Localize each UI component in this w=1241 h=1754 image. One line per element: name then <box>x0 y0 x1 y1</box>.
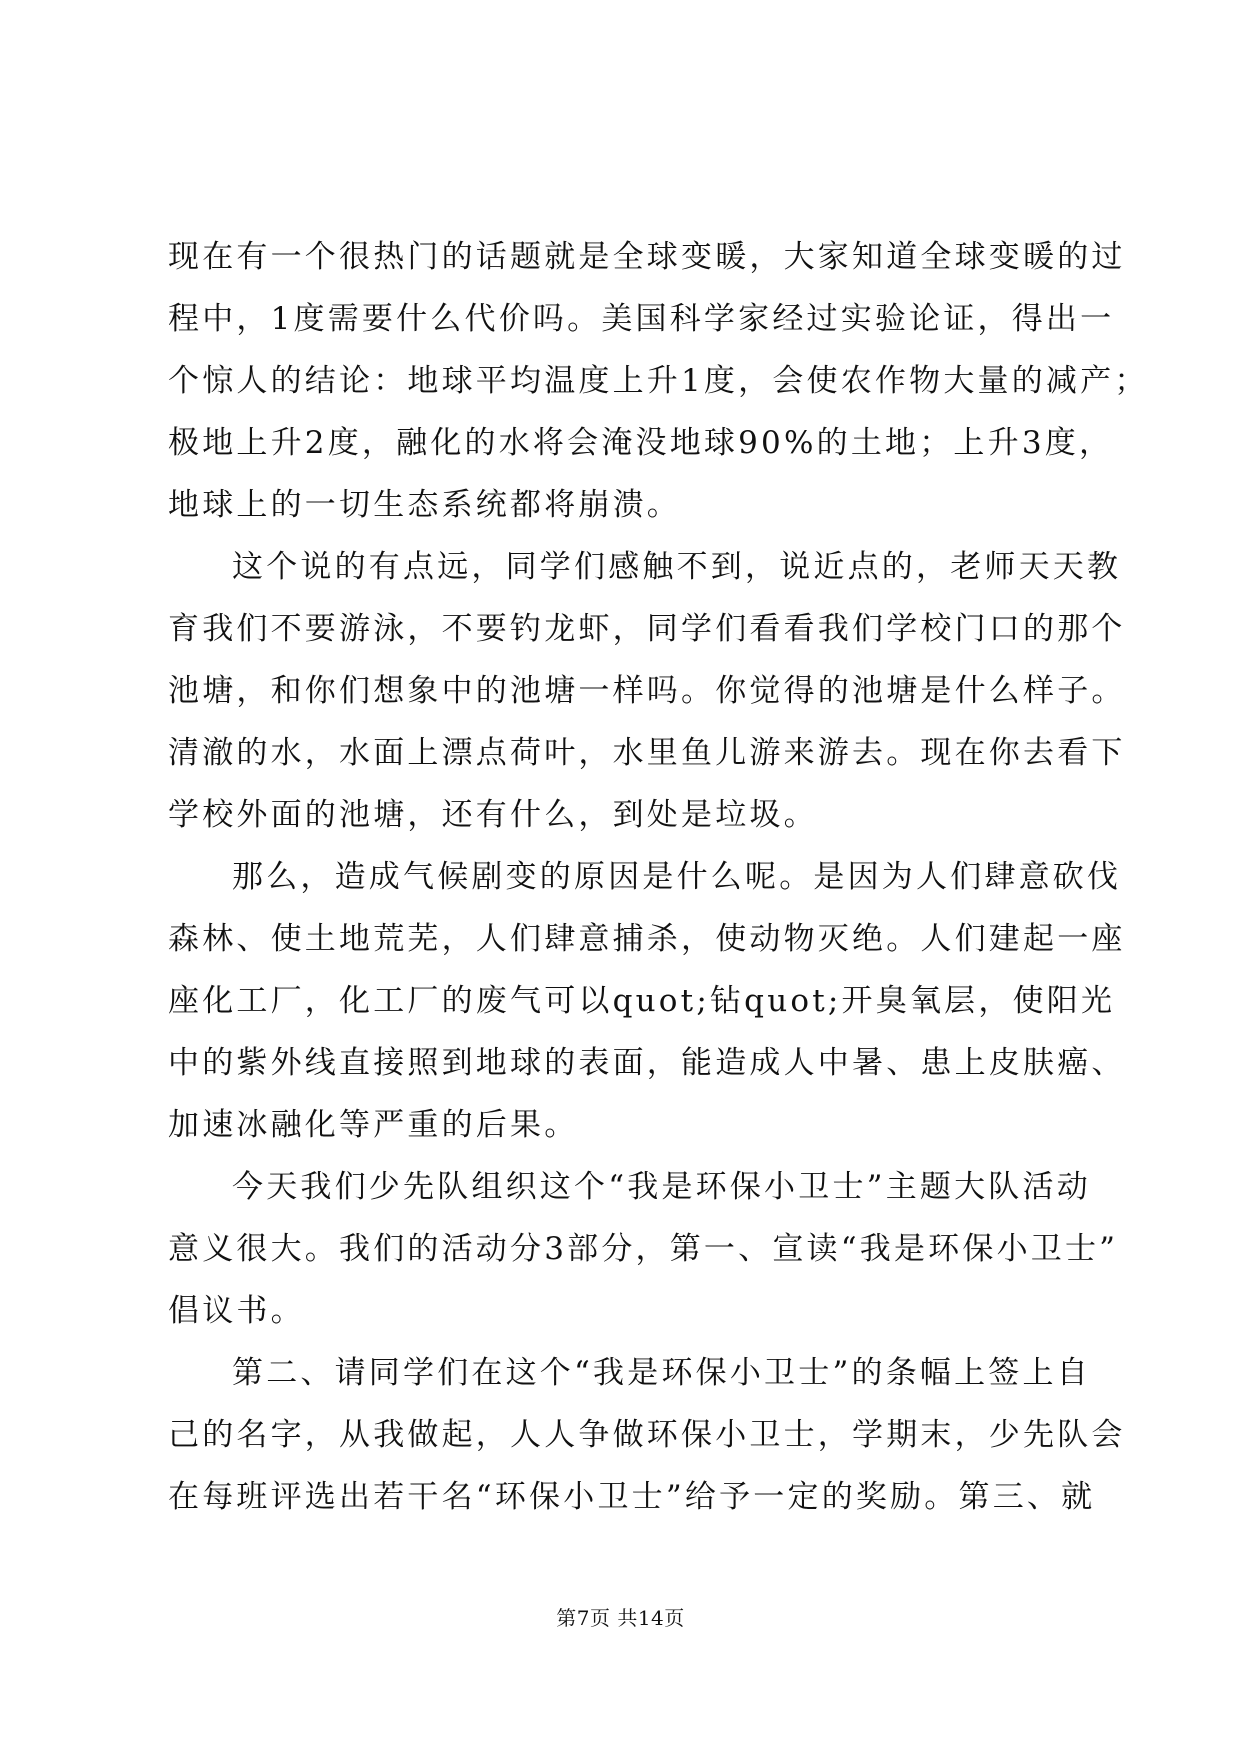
paragraph-5-line-2: 己的名字，从我做起，人人争做环保小卫士，学期末，少先队会 <box>168 1417 1126 1453</box>
paragraph-3-line-4: 中的紫外线直接照到地球的表面，能造成人中暑、患上皮肤癌、 <box>168 1045 1126 1081</box>
paragraph-2-line-3: 池塘，和你们想象中的池塘一样吗。你觉得的池塘是什么样子。 <box>168 673 1126 709</box>
paragraph-3-line-2: 森林、使土地荒芜，人们肆意捕杀，使动物灭绝。人们建起一座 <box>168 921 1126 957</box>
paragraph-3-line-1: 那么，造成气候剧变的原因是什么呢。是因为人们肆意砍伐 <box>232 859 1122 895</box>
paragraph-3-line-3: 座化工厂，化工厂的废气可以quot;钻quot;开臭氧层，使阳光 <box>168 983 1116 1019</box>
paragraph-5-line-3: 在每班评选出若干名“环保小卫士”给予一定的奖励。第三、就 <box>168 1479 1096 1515</box>
paragraph-2-line-2: 育我们不要游泳，不要钓龙虾，同学们看看我们学校门口的那个 <box>168 611 1126 647</box>
paragraph-3-line-5: 加速冰融化等严重的后果。 <box>168 1107 579 1143</box>
paragraph-2-line-5: 学校外面的池塘，还有什么，到处是垃圾。 <box>168 797 818 833</box>
page-number-footer: 第7页 共14页 <box>556 1606 685 1630</box>
paragraph-2-line-4: 清澈的水，水面上漂点荷叶，水里鱼儿游来游去。现在你去看下 <box>168 735 1126 771</box>
paragraph-4-line-1: 今天我们少先队组织这个“我是环保小卫士”主题大队活动 <box>232 1169 1091 1205</box>
paragraph-2-line-1: 这个说的有点远，同学们感触不到，说近点的，老师天天教 <box>232 549 1122 585</box>
paragraph-1-line-2: 程中，1度需要什么代价吗。美国科学家经过实验论证，得出一 <box>168 301 1115 337</box>
paragraph-1-line-4: 极地上升2度，融化的水将会淹没地球90%的土地；上升3度， <box>168 425 1114 461</box>
paragraph-1-line-1: 现在有一个很热门的话题就是全球变暖，大家知道全球变暖的过 <box>168 239 1126 275</box>
paragraph-5-line-1: 第二、请同学们在这个“我是环保小卫士”的条幅上签上自 <box>232 1355 1091 1391</box>
paragraph-1-line-5: 地球上的一切生态系统都将崩溃。 <box>168 487 681 523</box>
paragraph-4-line-3: 倡议书。 <box>168 1293 305 1329</box>
paragraph-4-line-2: 意义很大。我们的活动分3部分，第一、宣读“我是环保小卫士” <box>168 1231 1119 1267</box>
document-body <box>168 226 1149 1528</box>
paragraph-1-line-3: 个惊人的结论：地球平均温度上升1度，会使农作物大量的减产； <box>168 363 1149 399</box>
